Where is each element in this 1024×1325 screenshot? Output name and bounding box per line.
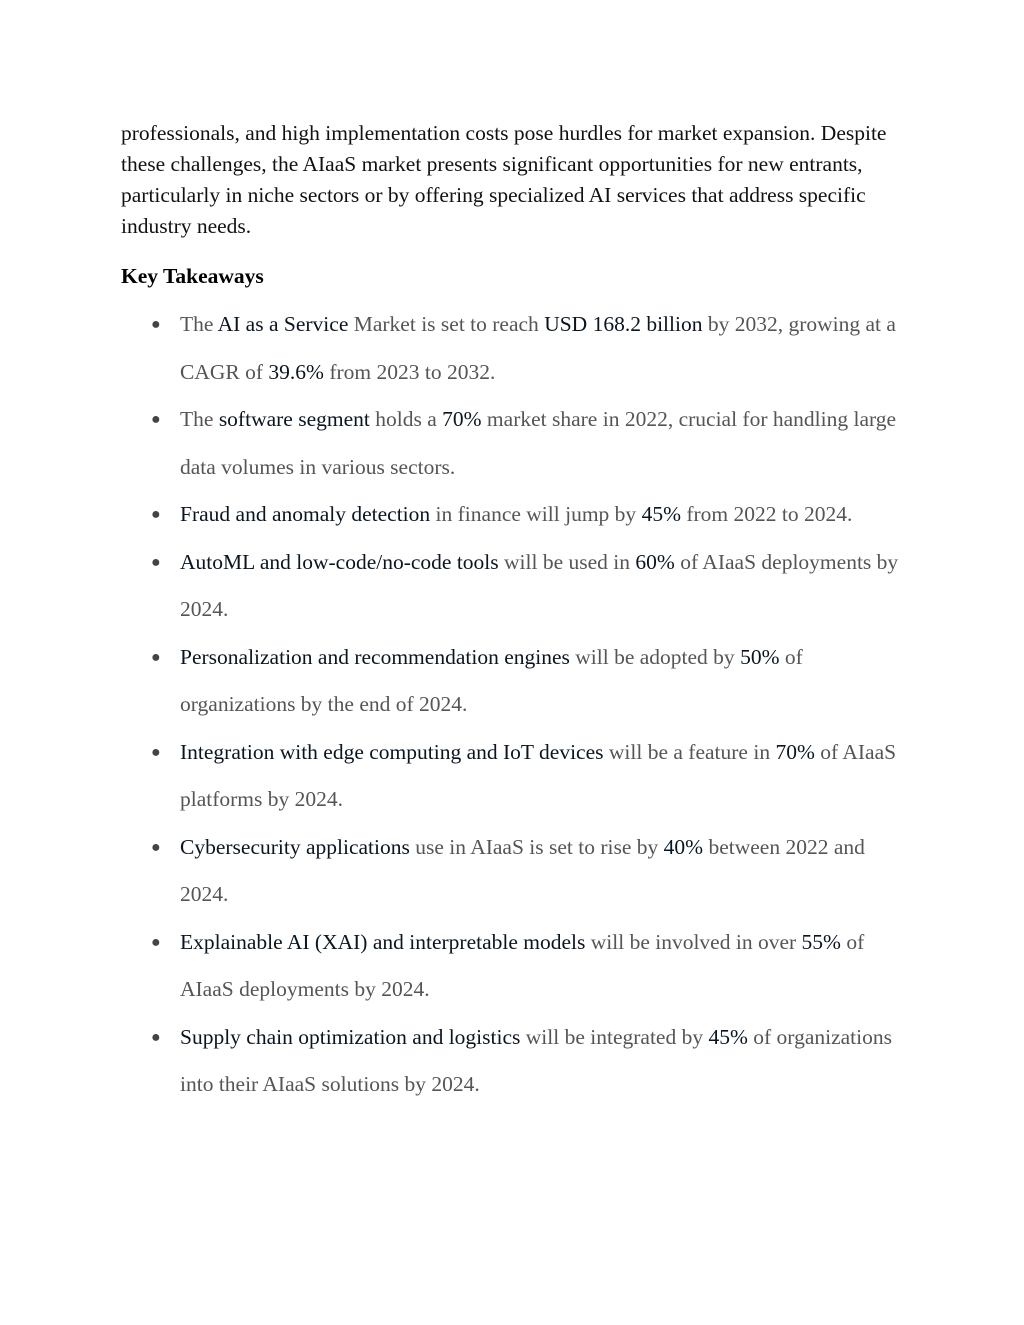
takeaway-text: of organizations by the end of 2024. — [180, 644, 803, 716]
takeaway-item — [121, 1014, 911, 1109]
takeaway-text: will be adopted by — [569, 644, 741, 669]
document-page — [121, 118, 911, 1109]
bullet-icon: ● — [151, 506, 161, 523]
takeaway-highlight: AutoML and low-code/no-code tools — [180, 549, 499, 574]
takeaway-text: from 2023 to 2032. — [323, 359, 496, 384]
takeaway-text: of AIaaS deployments by 2024. — [180, 549, 899, 621]
takeaway-highlight: 60% — [635, 549, 675, 574]
takeaway-item — [121, 539, 911, 634]
takeaway-text: The — [180, 407, 219, 431]
bullet-icon: ● — [151, 553, 161, 571]
takeaway-highlight: 70% — [442, 407, 482, 431]
takeaway-highlight: USD 168.2 billion — [544, 312, 703, 336]
takeaway-text: The — [180, 312, 218, 336]
intro-paragraph: professionals, and high implementation costs pose hurdles for market expansion. Despite these challenges, the AIaaS market presents significant opportunities for new entrants, particularly in niche sectors or by offering specialized AI services that address specific industry needs. — [121, 121, 887, 238]
takeaway-highlight: 70% — [775, 739, 815, 764]
takeaway-item — [121, 729, 911, 824]
takeaway-text: by 2032, growing at a CAGR of — [180, 312, 896, 384]
takeaway-text: will be integrated by — [520, 1024, 709, 1049]
takeaway-text: in finance will jump by — [430, 502, 642, 526]
bullet-icon: ● — [151, 1028, 161, 1046]
takeaway-text: will be used in — [498, 549, 636, 574]
key-takeaways-heading: Key Takeaways — [121, 264, 264, 288]
takeaway-highlight: Personalization and recommendation engines — [180, 644, 570, 669]
takeaway-item — [121, 919, 911, 1014]
takeaway-highlight: software segment — [218, 407, 370, 431]
takeaway-text: from 2022 to 2024. — [680, 502, 853, 526]
takeaway-text: of organizations into their AIaaS solutions by 2024. — [180, 1024, 892, 1096]
takeaway-text: will be a feature in — [603, 739, 776, 764]
takeaway-text: will be involved in over — [585, 929, 802, 954]
takeaway-highlight: Integration with edge computing and IoT devices — [180, 739, 604, 764]
takeaway-text: between 2022 and 2024. — [180, 834, 865, 906]
takeaway-highlight: 40% — [663, 834, 704, 859]
takeaway-text: use in AIaaS is set to rise by — [409, 834, 664, 859]
takeaway-text: of AIaaS deployments by 2024. — [180, 929, 865, 1001]
takeaway-item — [121, 396, 911, 491]
bullet-icon: ● — [151, 838, 161, 856]
bullet-icon: ● — [151, 743, 161, 761]
takeaway-text: holds a — [369, 407, 443, 431]
bullet-icon: ● — [151, 648, 161, 666]
takeaway-highlight: 45% — [708, 1024, 748, 1049]
takeaway-text: market share in 2022, crucial for handling large data volumes in various sectors. — [180, 407, 897, 479]
takeaway-highlight: Supply chain optimization and logistics — [180, 1024, 521, 1049]
takeaway-text: Market is set to reach — [348, 312, 545, 336]
takeaway-item — [121, 301, 911, 396]
takeaway-item — [121, 491, 911, 539]
takeaway-highlight: Cybersecurity applications — [180, 834, 410, 859]
takeaway-item — [121, 634, 911, 729]
takeaway-highlight: Fraud and anomaly detection — [180, 502, 431, 526]
takeaway-highlight: 55% — [801, 929, 841, 954]
key-takeaways-list — [121, 301, 911, 1109]
takeaway-highlight: AI as a Service — [217, 312, 349, 336]
takeaway-highlight: 39.6% — [268, 359, 324, 384]
takeaway-highlight: 45% — [641, 502, 681, 526]
takeaway-text: of AIaaS platforms by 2024. — [180, 739, 897, 811]
bullet-icon: ● — [151, 933, 161, 951]
bullet-icon: ● — [151, 316, 161, 333]
bullet-icon: ● — [151, 411, 161, 428]
takeaway-item — [121, 824, 911, 919]
takeaway-highlight: 50% — [740, 644, 780, 669]
takeaway-highlight: Explainable AI (XAI) and interpretable models — [180, 929, 586, 954]
